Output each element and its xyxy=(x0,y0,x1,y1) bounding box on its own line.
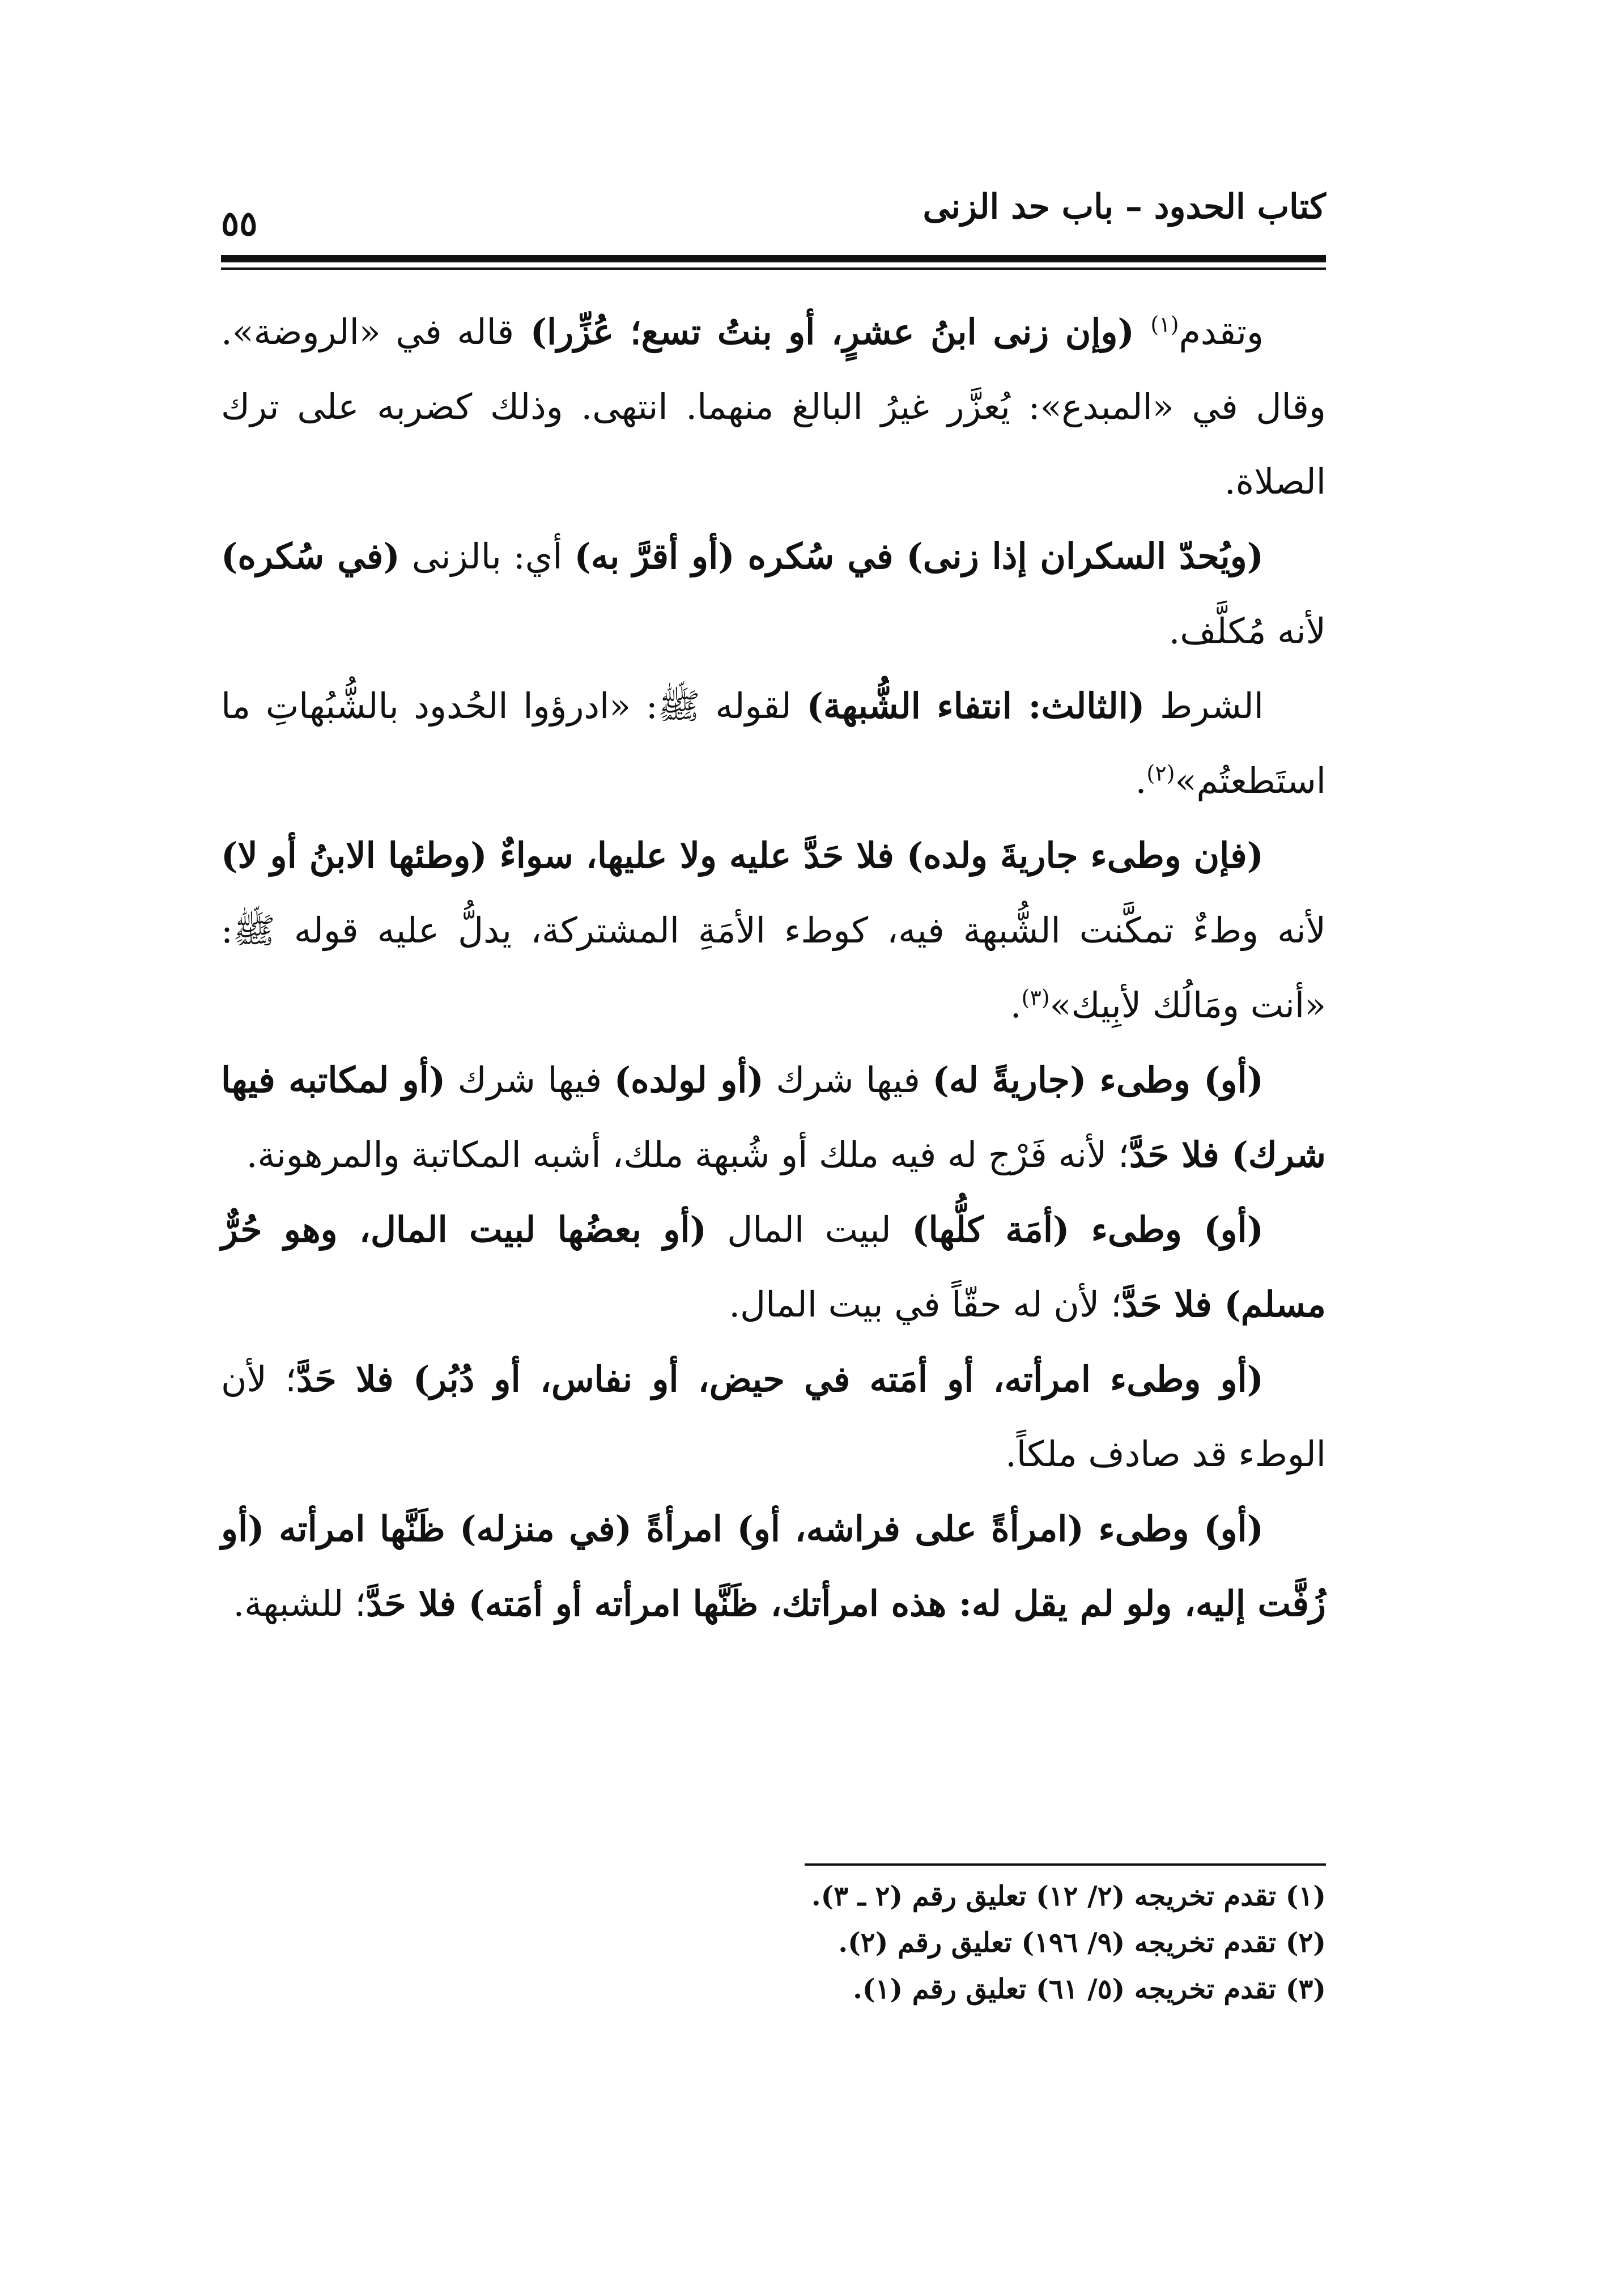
main-text xyxy=(221,295,1326,1641)
text-segment: (أو) وطىء (جاريةً له) xyxy=(932,1059,1264,1101)
text-segment: (في سُكره) xyxy=(221,536,400,577)
footnotes xyxy=(652,1873,1326,2012)
text-segment: الشرط xyxy=(1145,685,1264,727)
text-segment: ». وقال في «المبدع»: يُعزَّر غيرُ البالغ منهما. انتهى. وذلك كضربه على ترك الصلاة. xyxy=(221,311,1326,502)
text-segment: وتقدم xyxy=(1179,311,1264,353)
text-segment: (الثالث: انتفاء الشُّبهة) xyxy=(806,685,1145,727)
header-rule-thin xyxy=(221,267,1326,270)
text-segment: لقوله ﷺ: «ادرؤوا الحُدود بالشُّبُهاتِ ما استَطعتُم» xyxy=(221,685,1326,801)
text-segment: لأنه وطءٌ تمكَّنت الشُّبهة فيه، كوطء الأمَةِ المشتركة، يدلُّ عليه قوله ﷺ: «أنت ومَالُك لأبِيك» xyxy=(221,910,1326,1026)
footnote-marker: (٣) xyxy=(1021,985,1050,1010)
text-segment: لبيت المال xyxy=(706,1209,912,1250)
text-segment: فيها شرك xyxy=(763,1059,933,1101)
paragraph xyxy=(221,818,1326,1043)
text-segment: ؛ لأن الوطء قد صادف ملكاً. xyxy=(221,1358,1326,1475)
text-segment: (أو لمكاتبه فيها شرك) فلا حَدَّ xyxy=(221,1059,1326,1175)
page-header xyxy=(221,187,1326,249)
text-segment: (أو لولده) xyxy=(614,1059,764,1101)
text-segment: (أو) وطىء (أمَة كلُّها) xyxy=(912,1209,1264,1250)
text-segment: (أو وطىء امرأته، أو أمَته في حيض، أو نفاس، أو دُبُر) فلا حَدَّ xyxy=(296,1358,1264,1400)
text-segment: قاله في « xyxy=(359,311,515,353)
paragraph xyxy=(221,1192,1326,1342)
paragraph xyxy=(221,1043,1326,1192)
footnote: (٣) تقدم تخريجه (٥/ ٦١) تعليق رقم (١). xyxy=(853,1973,1326,2005)
text-segment: (أو بعضُها لبيت المال، وهو حُرٌّ مسلم) فلا حَدَّ xyxy=(221,1209,1326,1325)
running-title: كتاب الحدود – باب حد الزنى xyxy=(922,187,1326,227)
text-segment: ؛ للشبهة. xyxy=(233,1583,366,1624)
footnote-separator xyxy=(805,1863,1326,1866)
footnote: (١) تقدم تخريجه (٢/ ١٢) تعليق رقم (٢ ـ ٣). xyxy=(811,1880,1326,1912)
footnote-marker: (١) xyxy=(1150,312,1179,337)
footnote-marker: (٢) xyxy=(1146,761,1175,786)
paragraph xyxy=(221,295,1326,519)
text-segment: فيها شرك xyxy=(445,1059,614,1101)
text-segment: ؛ لأن له حقّاً في بيت المال. xyxy=(729,1284,1122,1325)
footnote: (٢) تقدم تخريجه (٩/ ١٩٦) تعليق رقم (٢). xyxy=(838,1927,1326,1959)
header-rule-thick xyxy=(221,255,1326,262)
text-segment: (ويُحدّ السكران إذا زنى) في سُكره (أو أقرَّ به) xyxy=(574,536,1264,577)
page-number: ٥٥ xyxy=(221,204,258,244)
text-segment: . xyxy=(1135,760,1147,801)
text-segment: ؛ لأنه فَرْج له فيه ملك أو شُبهة ملك، أشبه المكاتبة والمرهونة. xyxy=(246,1134,1129,1175)
text-segment: (فإن وطىء جاريةَ ولده) فلا حَدَّ عليه ولا عليها، سواءٌ (وطئها الابنُ أو لا) xyxy=(221,835,1264,876)
paragraph xyxy=(221,1492,1326,1641)
text-segment: (وإن زنى ابنُ عشرٍ، أو بنتُ تسع؛ عُزِّرا) xyxy=(514,311,1151,353)
paragraph xyxy=(221,519,1326,669)
text-segment: . xyxy=(1010,984,1022,1026)
text-segment: أي: بالزنى xyxy=(399,536,575,577)
paragraph xyxy=(221,669,1326,818)
text-segment: الروضة xyxy=(253,311,359,353)
text-segment: لأنه مُكلَّف. xyxy=(1168,610,1326,652)
paragraph xyxy=(221,1342,1326,1492)
text-segment: (أو) وطىء (امرأةً على فراشه، أو) امرأةً (في منزله) ظَنَّها امرأته (أو زُفَّت إليه، ولو لم يقل له: هذه امرأتك، ظَنَّها امرأته أو أمَته) فلا حَدَّ xyxy=(221,1508,1326,1624)
